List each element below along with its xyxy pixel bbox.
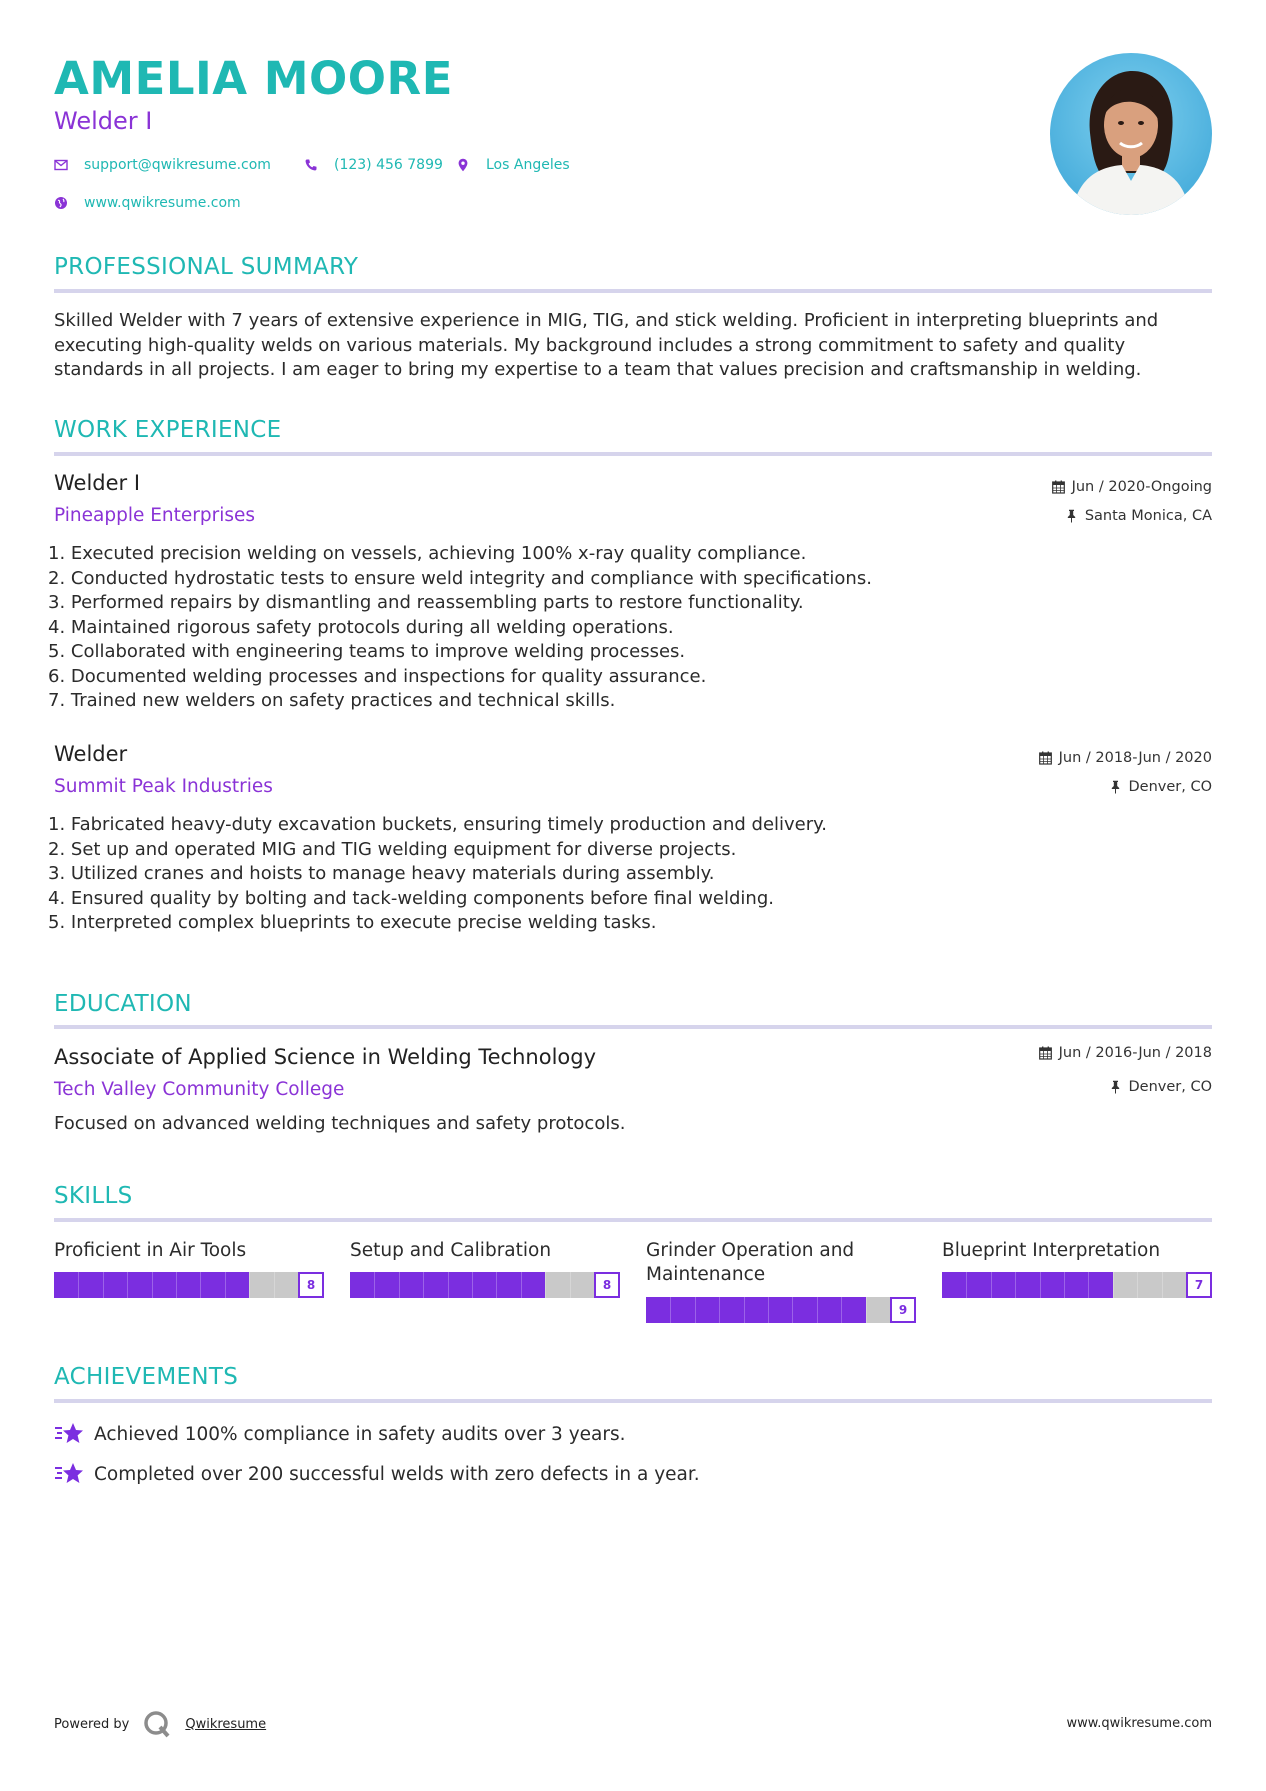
skill-segment — [423, 1272, 424, 1298]
skill-segment — [866, 1297, 867, 1323]
skill-segment — [966, 1272, 967, 1298]
skill-segment — [78, 1272, 79, 1298]
qwikresume-logo-icon — [143, 1710, 171, 1738]
section-divider — [54, 1025, 1212, 1029]
skill-fill — [646, 1297, 866, 1323]
skill-segment — [472, 1272, 473, 1298]
section-divider — [54, 1399, 1212, 1403]
job-location — [1109, 779, 1213, 795]
section-divider — [54, 289, 1212, 293]
section-title-education: EDUCATION — [54, 991, 192, 1017]
skill-segment — [399, 1272, 400, 1298]
skill-segment — [249, 1272, 250, 1298]
list-item: 2. Set up and operated MIG and TIG welding equipment for diverse projects. — [48, 838, 737, 860]
job-title: Welder I — [54, 471, 141, 495]
job-location — [1065, 508, 1212, 524]
skill-score-badge: 8 — [298, 1272, 324, 1298]
globe-icon — [54, 196, 68, 210]
skill-segment — [521, 1272, 522, 1298]
contact-location — [456, 157, 570, 173]
email-text: support@qwikresume.com — [84, 157, 271, 173]
calendar-icon — [1039, 1046, 1052, 1060]
job-dates — [1052, 479, 1212, 495]
profile-photo — [1050, 53, 1212, 215]
job-bullet-list — [48, 542, 872, 714]
list-item: 5. Interpreted complex blueprints to execute precise welding tasks. — [48, 912, 657, 933]
skill-segment — [792, 1297, 793, 1323]
map-pin-icon — [456, 158, 470, 172]
skill-segment — [200, 1272, 201, 1298]
list-item: 5. Collaborated with engineering teams to improve welding processes. — [48, 641, 686, 662]
pushpin-icon — [1109, 780, 1122, 794]
skill-segment — [176, 1272, 177, 1298]
skill-score-badge: 8 — [594, 1272, 620, 1298]
skill-segment — [103, 1272, 104, 1298]
skill-segment — [374, 1272, 375, 1298]
pushpin-icon — [1109, 1080, 1122, 1094]
candidate-role: Welder I — [54, 107, 153, 135]
contact-phone[interactable] — [304, 157, 443, 173]
skill-segment — [670, 1297, 671, 1323]
skill-segment — [448, 1272, 449, 1298]
list-item: 6. Documented welding processes and inspections for quality assurance. — [48, 665, 707, 687]
job-bullet-list — [48, 813, 827, 936]
brand-link[interactable]: Qwikresume — [185, 1716, 267, 1732]
list-item: 4. Maintained rigorous safety protocols during all welding operations. — [48, 616, 674, 638]
list-item: 7. Trained new welders on safety practices and technical skills. — [48, 690, 616, 711]
skill-segment — [991, 1272, 992, 1298]
achievement-text: Completed over 200 successful welds with zero defects in a year. — [94, 1463, 700, 1485]
education-dates — [1039, 1045, 1212, 1061]
section-title-summary: PROFESSIONAL SUMMARY — [54, 254, 359, 280]
job-dates-text: Jun / 2020-Ongoing — [1071, 479, 1212, 495]
skill-segment — [719, 1297, 720, 1323]
skill-segment — [152, 1272, 153, 1298]
section-divider — [54, 452, 1212, 456]
skill-segment — [1162, 1272, 1163, 1298]
calendar-icon — [1039, 751, 1052, 765]
education-location-text: Denver, CO — [1128, 1079, 1212, 1095]
star-icon — [54, 1460, 84, 1488]
list-item: 1. Executed precision welding on vessels, achieving 100% x-ray quality compliance. — [48, 543, 807, 564]
skill-segment — [545, 1272, 546, 1298]
summary-text: Skilled Welder with 7 years of extensive experience in MIG, TIG, and stick welding. Proficient in interpreting blueprints and executing high-quality welds on various materials. My background includes a strong commitment to safety and quality standards in all projects. I am eager to bring my expertise to a team that values precision and craftsmanship in welding. — [54, 310, 1159, 380]
skill-score-badge: 9 — [890, 1297, 916, 1323]
skill-segment — [744, 1297, 745, 1323]
section-title-experience: WORK EXPERIENCE — [54, 417, 282, 443]
envelope-icon — [54, 158, 68, 172]
skill-segment — [1040, 1272, 1041, 1298]
powered-by-text: Powered by — [54, 1716, 130, 1732]
skill-segment — [127, 1272, 128, 1298]
footer-website[interactable]: www.qwikresume.com — [1066, 1716, 1212, 1731]
job-dates-text: Jun / 2018-Jun / 2020 — [1058, 750, 1212, 766]
footer-powered-by — [54, 1710, 266, 1738]
website-text: www.qwikresume.com — [84, 195, 241, 211]
list-item: 1. Fabricated heavy-duty excavation buckets, ensuring timely production and delivery. — [48, 814, 827, 835]
section-divider — [54, 1218, 1212, 1222]
star-icon — [54, 1420, 84, 1448]
education-degree: Associate of Applied Science in Welding Technology — [54, 1045, 597, 1069]
candidate-name: AMELIA MOORE — [54, 52, 453, 105]
skill-level-bar — [350, 1272, 620, 1298]
skill-level-bar — [942, 1272, 1212, 1298]
skill-segment — [1137, 1272, 1138, 1298]
education-school: Tech Valley Community College — [54, 1079, 345, 1100]
skill-segment — [1088, 1272, 1089, 1298]
list-item: 3. Performed repairs by dismantling and reassembling parts to restore functionality. — [48, 592, 804, 613]
section-title-achievements: ACHIEVEMENTS — [54, 1364, 239, 1390]
skill-level-bar — [54, 1272, 324, 1298]
pushpin-icon — [1065, 509, 1078, 523]
skill-label: Setup and Calibration — [350, 1240, 552, 1261]
skill-segment — [570, 1272, 571, 1298]
achievement-text: Achieved 100% compliance in safety audits over 3 years. — [94, 1423, 626, 1445]
skill-segment — [768, 1297, 769, 1323]
achievement-item — [54, 1460, 700, 1488]
skill-label: Blueprint Interpretation — [942, 1240, 1161, 1261]
skill-segment — [817, 1297, 818, 1323]
job-dates — [1039, 750, 1212, 766]
list-item: 2. Conducted hydrostatic tests to ensure weld integrity and compliance with specifications. — [48, 567, 872, 589]
education-location — [1109, 1079, 1213, 1095]
achievement-item — [54, 1420, 626, 1448]
skill-segment — [841, 1297, 842, 1323]
contact-website[interactable] — [54, 195, 241, 211]
skill-segment — [1113, 1272, 1114, 1298]
skill-segment — [1064, 1272, 1065, 1298]
contact-email[interactable] — [54, 157, 271, 173]
skill-segment — [496, 1272, 497, 1298]
phone-text: (123) 456 7899 — [334, 157, 443, 173]
skill-segment — [1015, 1272, 1016, 1298]
job-company: Summit Peak Industries — [54, 776, 273, 797]
location-text: Los Angeles — [486, 157, 570, 173]
phone-icon — [304, 158, 318, 172]
education-dates-text: Jun / 2016-Jun / 2018 — [1058, 1045, 1212, 1061]
job-location-text: Santa Monica, CA — [1084, 508, 1212, 524]
calendar-icon — [1052, 480, 1065, 494]
skill-label: Proficient in Air Tools — [54, 1240, 247, 1261]
skill-segment — [225, 1272, 226, 1298]
skill-segment — [695, 1297, 696, 1323]
list-item: 3. Utilized cranes and hoists to manage heavy materials during assembly. — [48, 863, 715, 884]
skill-segment — [274, 1272, 275, 1298]
skill-level-bar — [646, 1297, 916, 1323]
skill-label: Grinder Operation and Maintenance — [646, 1240, 855, 1285]
job-company: Pineapple Enterprises — [54, 505, 256, 526]
job-location-text: Denver, CO — [1128, 779, 1212, 795]
section-title-skills: SKILLS — [54, 1183, 133, 1209]
list-item: 4. Ensured quality by bolting and tack-welding components before final welding. — [48, 887, 774, 909]
job-title: Welder — [54, 742, 128, 766]
skill-score-badge: 7 — [1186, 1272, 1212, 1298]
education-description: Focused on advanced welding techniques and safety protocols. — [54, 1113, 626, 1134]
